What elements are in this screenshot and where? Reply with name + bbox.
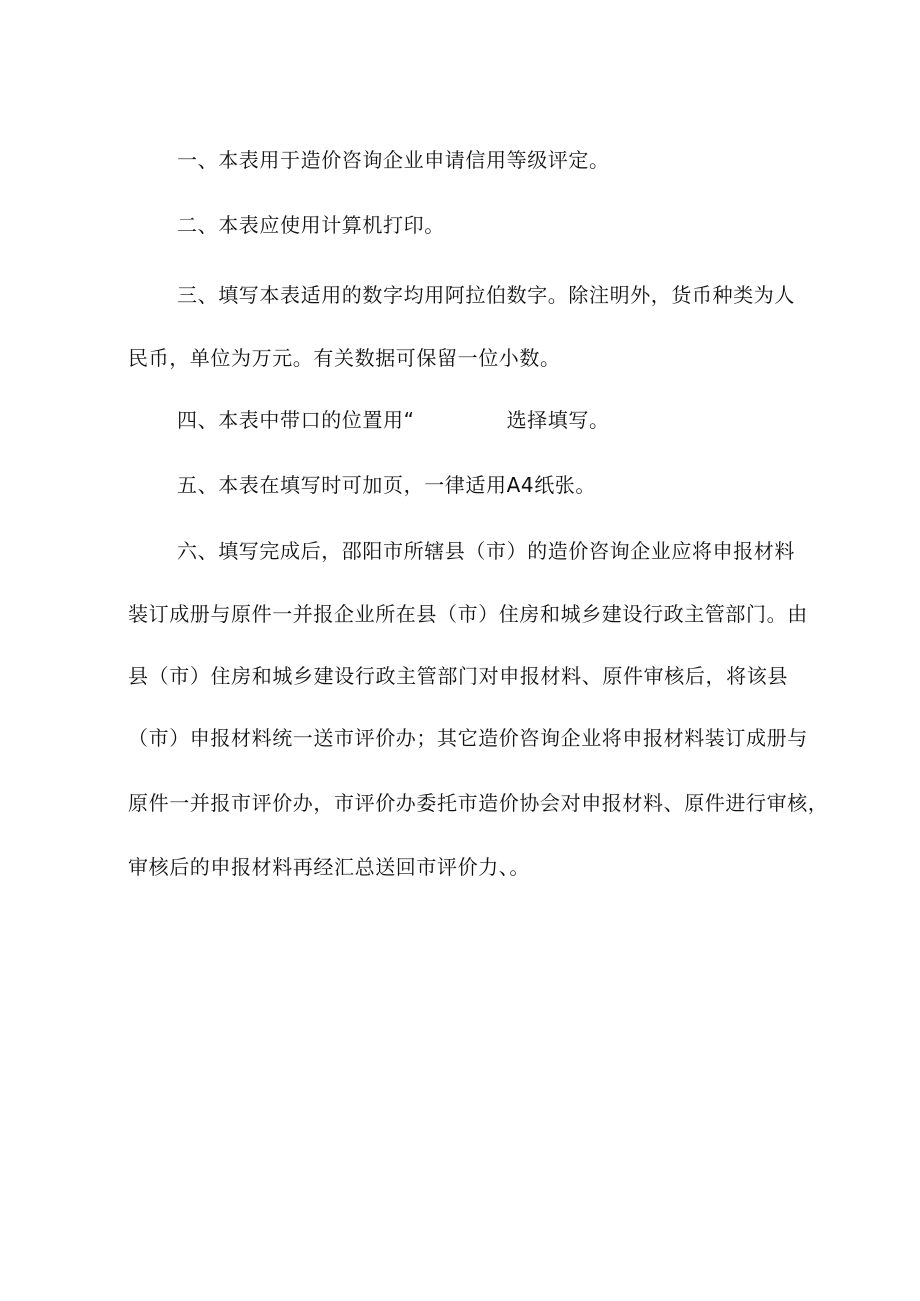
instruction-2: 二、本表应使用计算机打印。 bbox=[177, 213, 445, 237]
instruction-3-line-1: 三、填写本表适用的数字均用阿拉伯数字。除注明外，货币种类为人 bbox=[177, 283, 795, 307]
instruction-1: 一、本表用于造价咨询企业申请信用等级评定。 bbox=[177, 148, 610, 172]
instruction-6-line-4: （市）申报材料统一送市评价办；其它造价咨询企业将申报材料装订成册与 bbox=[128, 726, 808, 750]
instruction-6-line-1: 六、填写完成后，邵阳市所辖县（市）的造价咨询企业应将申报材料 bbox=[177, 539, 795, 563]
instruction-4-prefix: 四、本表中带口的位置用“ bbox=[177, 408, 415, 432]
instruction-4 bbox=[177, 406, 788, 434]
instruction-6-line-2: 装订成册与原件一并报企业所在县（市）住房和城乡建设行政主管部门。由 bbox=[128, 602, 808, 626]
instruction-5: 五、本表在填写时可加页，一律适用A4纸张。 bbox=[177, 473, 597, 497]
instruction-3-line-2: 民币，单位为万元。有关数据可保留一位小数。 bbox=[128, 346, 561, 370]
instruction-6-line-5: 原件一并报市评价办，市评价办委托市造价协会对申报材料、原件进行审核， bbox=[128, 791, 829, 815]
instruction-6-line-3: 县（市）住房和城乡建设行政主管部门对申报材料、原件审核后，将该县 bbox=[128, 664, 788, 688]
instruction-4-suffix: 选择填写。 bbox=[506, 408, 610, 432]
instruction-6-line-6: 审核后的申报材料再经汇总送回市评价力、。 bbox=[128, 855, 530, 879]
